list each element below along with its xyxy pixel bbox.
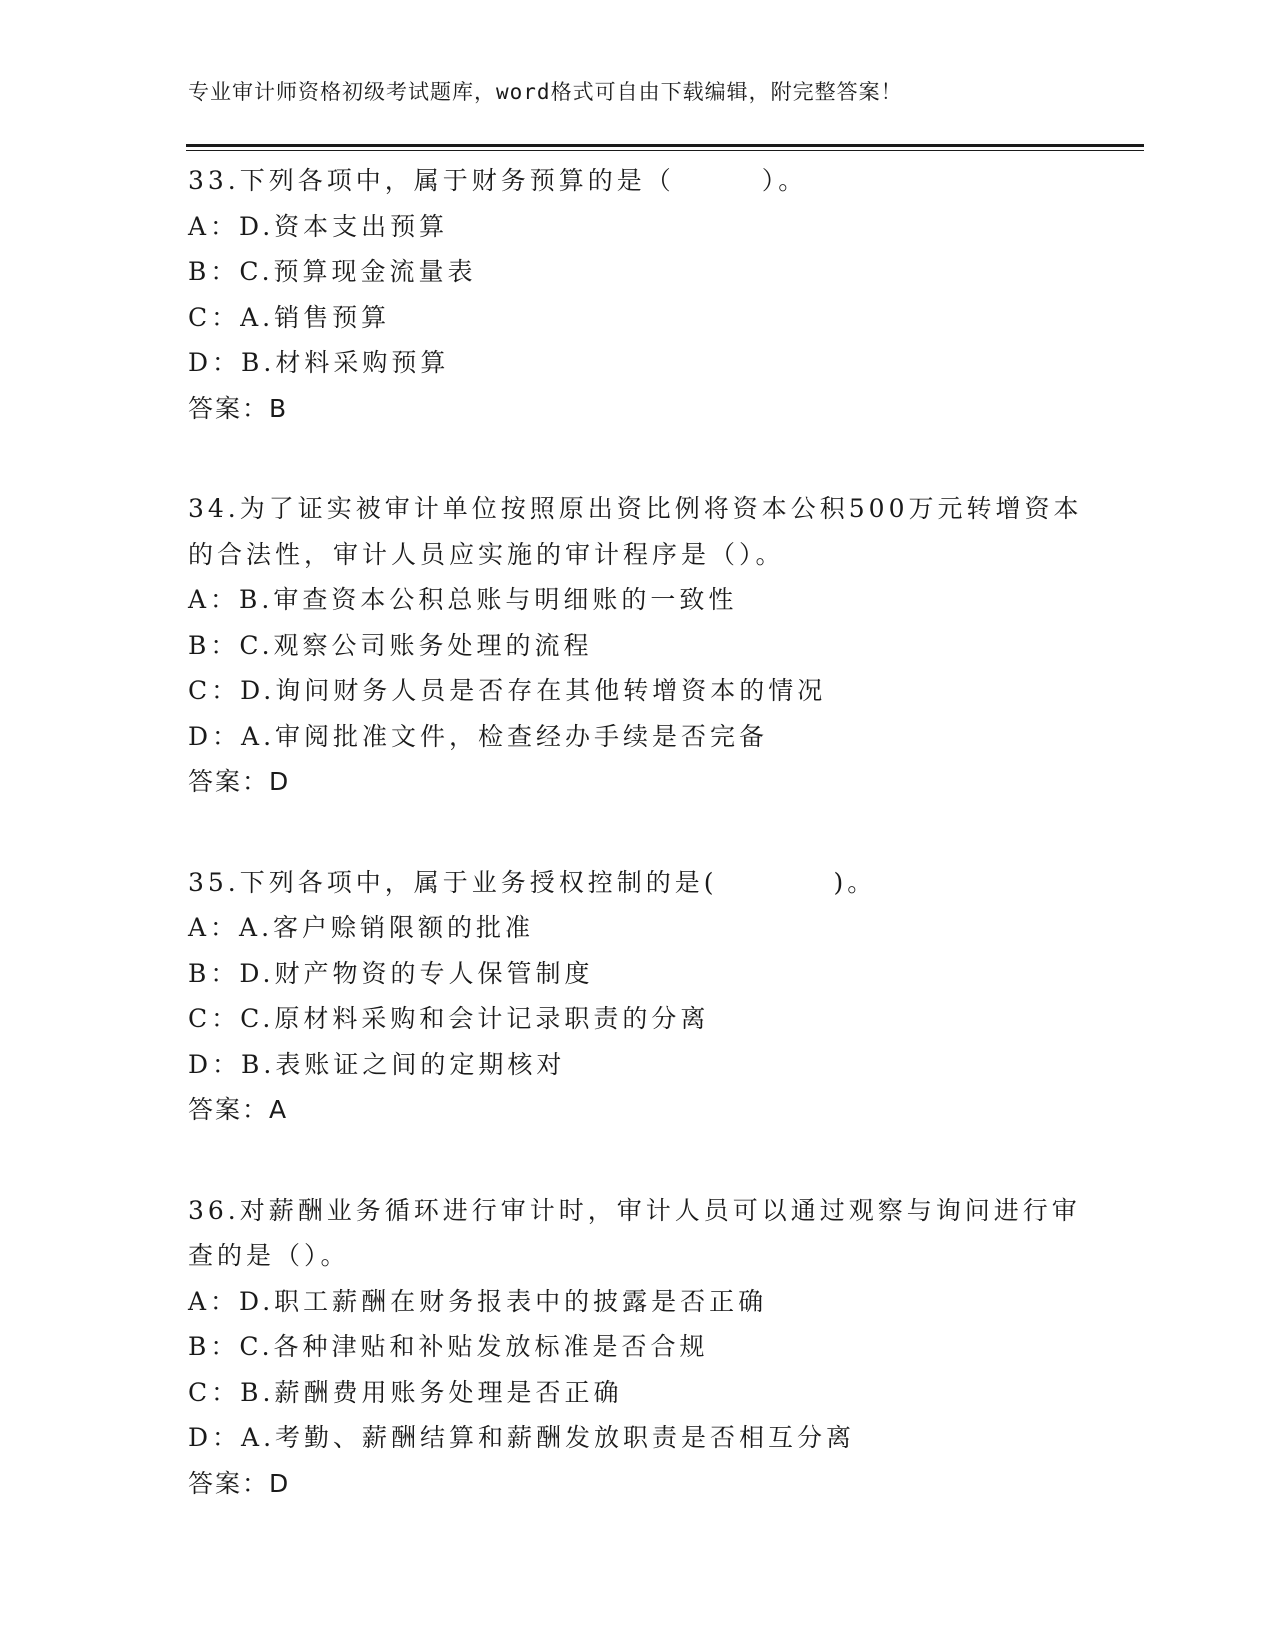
- question-stem-line: 36.对薪酬业务循环进行审计时，审计人员可以通过观察与询问进行审: [188, 1195, 1081, 1225]
- answer-label: 答案：D: [188, 1468, 291, 1498]
- option-d: D：A.考勤、薪酬结算和薪酬发放职责是否相互分离: [188, 1423, 856, 1452]
- option-c: C：D.询问财务人员是否存在其他转增资本的情况: [188, 676, 827, 705]
- option-b: B：C.预算现金流量表: [188, 257, 477, 286]
- question-stem: [188, 158, 1088, 204]
- question-stem: [188, 860, 1088, 906]
- question-list: [188, 158, 1088, 1561]
- option-d: D：B.材料采购预算: [188, 348, 450, 377]
- answer-label: 答案：A: [188, 1095, 289, 1124]
- question-stem: [188, 486, 1088, 577]
- question-34: [188, 486, 1088, 805]
- question-36: [188, 1188, 1088, 1507]
- option-a: A：A.客户赊销限额的批准: [188, 913, 535, 942]
- option-c: C：B.薪酬费用账务处理是否正确: [188, 1377, 623, 1407]
- option-d: D：A.审阅批准文件，检查经办手续是否完备: [188, 721, 769, 751]
- option-a: A：B.审查资本公积总账与明细账的一致性: [188, 585, 738, 614]
- answer-label: 答案：B: [188, 393, 289, 423]
- question-stem-line: 33.下列各项中，属于财务预算的是（ ）。: [188, 166, 808, 195]
- question-35: [188, 860, 1088, 1133]
- question-stem: [188, 1188, 1088, 1279]
- option-c: C：A.销售预算: [188, 302, 391, 332]
- question-stem-line: 查的是（）。: [188, 1241, 350, 1270]
- option-a: A：D.资本支出预算: [188, 211, 449, 241]
- header-rule-thick: [186, 144, 1144, 147]
- option-d: D：B.表账证之间的定期核对: [188, 1049, 566, 1079]
- answer-label: 答案：D: [188, 767, 291, 796]
- header-rule-thin: [186, 150, 1144, 151]
- question-33: [188, 158, 1088, 431]
- option-c: C：C.原材料采购和会计记录职责的分离: [188, 1004, 710, 1033]
- option-b: B：C.各种津贴和补贴发放标准是否合规: [188, 1332, 709, 1361]
- option-b: B：D.财产物资的专人保管制度: [188, 958, 594, 988]
- page-header: 专业审计师资格初级考试题库，word格式可自由下载编辑，附完整答案！: [188, 80, 903, 104]
- question-stem-line: 35.下列各项中，属于业务授权控制的是( )。: [188, 867, 877, 897]
- option-a: A：D.职工薪酬在财务报表中的披露是否正确: [188, 1286, 768, 1316]
- option-b: B：C.观察公司账务处理的流程: [188, 630, 593, 660]
- question-stem-line: 34.为了证实被审计单位按照原出资比例将资本公积500万元转增资本: [188, 494, 1083, 523]
- question-stem-line: 的合法性，审计人员应实施的审计程序是（）。: [188, 539, 785, 569]
